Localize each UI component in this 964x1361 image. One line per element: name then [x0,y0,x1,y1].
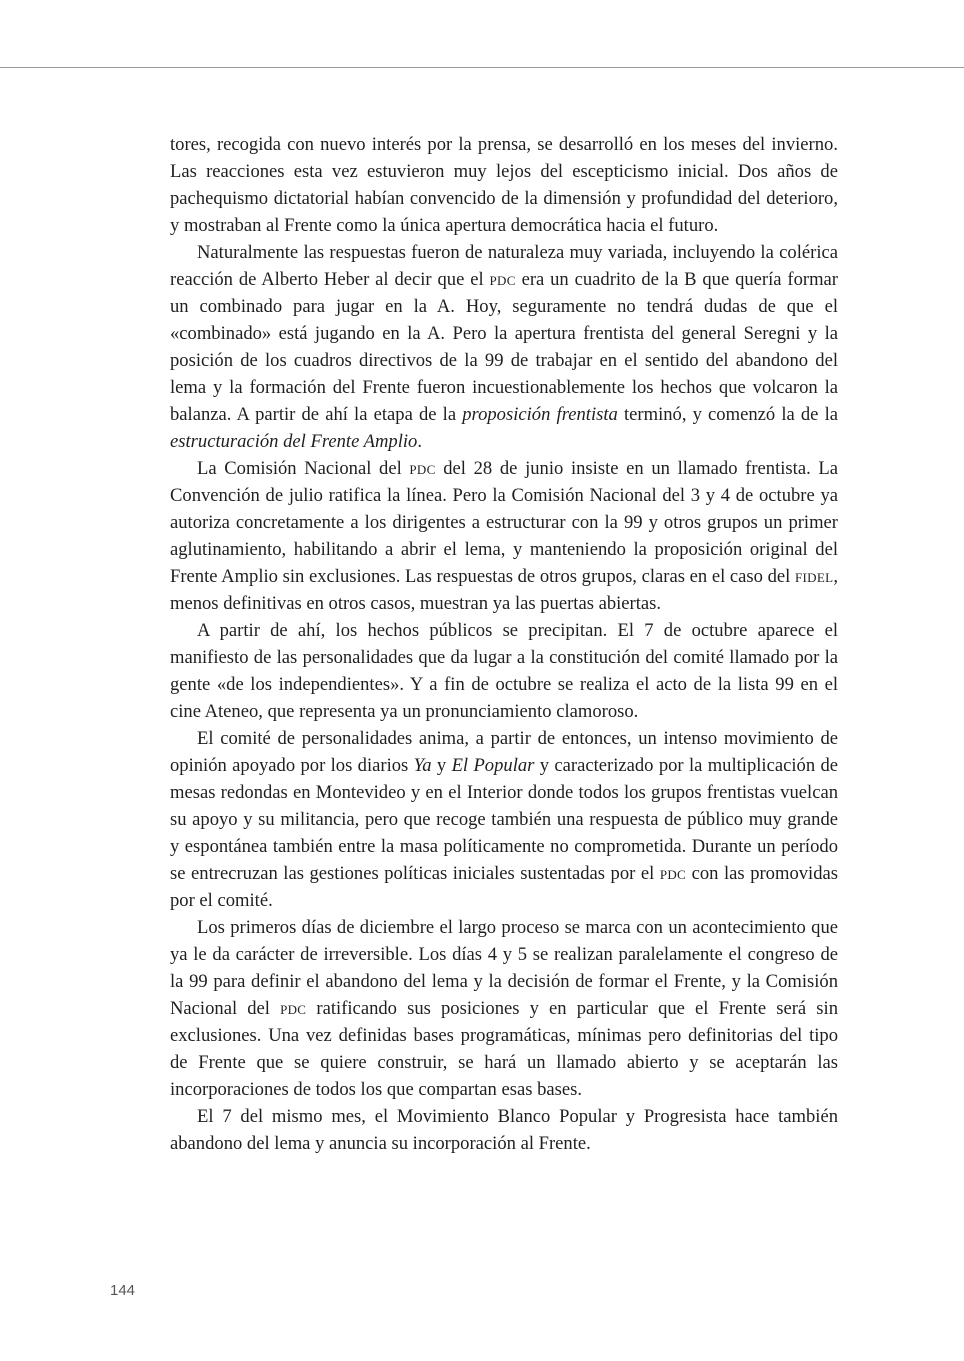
paragraph [170,725,838,914]
text-run: terminó, y comenzó la de la [617,404,838,425]
text-run: . [417,431,423,452]
text-run: La Comisión Nacional del [197,458,410,479]
page-number: 144 [110,1282,136,1299]
text-run: Los primeros días de diciembre el largo proceso se marca con un acontecimiento que ya le da carácter de irreversible. Los días 4 y 5 se realizan paralelamente el congreso de la 99 para definir el abandono del lema y la decisión de formar el Frente, y la Comisión Nacional del [170,917,838,1019]
text-run: y caracterizado por la multiplicación de mesas redondas en Montevideo y en el Interior donde todos los grupos frentistas vuelcan su apoyo y su militancia, pero que recoge también una respuesta de público muy grande y espontánea también entre la masa políticamente no comprometida. Durante un período se entrecruzan las gestiones políticas iniciales sustentadas por el [170,755,839,884]
paragraph [170,131,838,239]
text-run: y [431,755,452,776]
text-run: El 7 del mismo mes, el Movimiento Blanco Popular y Progresista hace también abandono del lema y anuncia su incorporación al Frente. [170,1106,838,1154]
paragraph [170,239,838,455]
paragraph [170,617,838,725]
body-text [170,131,838,1157]
italic-text: proposición frentista [462,404,618,425]
text-run: Naturalmente las respuestas fueron de naturaleza muy variada, incluyendo la colérica reacción de Alberto Heber al decir que el [170,242,838,290]
paragraph [170,1103,838,1157]
paragraph [170,455,838,617]
text-run: El comité de personalidades anima, a partir de entonces, un intenso movimiento de opinión apoyado por los diarios [170,728,838,776]
text-run: con las promovidas por el comité. [170,863,838,911]
paragraph [170,914,838,1103]
header-rule [0,67,964,68]
italic-text: El Popular [451,755,535,776]
acronym: pdc [489,269,516,290]
acronym: pdc [409,458,436,479]
text-run: ratificando sus posiciones y en particular que el Frente será sin exclusiones. Una vez definidas bases programáticas, mínimas pero definitorias del tipo de Frente que se quiere construir, se hará un llamado abierto y se aceptarán las incorporaciones de todos los que compartan esas bases. [170,998,838,1100]
acronym: fidel [795,566,834,587]
text-run: era un cuadrito de la B que quería formar un combinado para jugar en la A. Hoy, seguramente no tendrá dudas de que el «combinado» está jugando en la A. Pero la apertura frentista del general Seregni y la posición de los cuadros directivos de la 99 de trabajar en el sentido del abandono del lema y la formación del Frente fueron incuestionablemente los hechos que volcaron la balanza. A partir de ahí la etapa de la [170,269,838,425]
italic-text: estructuración del Frente Amplio [170,431,418,452]
acronym: pdc [280,998,307,1019]
acronym: pdc [659,863,687,884]
text-run: A partir de ahí, los hechos públicos se precipitan. El 7 de octubre aparece el manifiesto de las personalidades que da lugar a la constitución del comité llamado por la gente «de los independientes». Y a fin de octubre se realiza el acto de la lista 99 en el cine Ateneo, que representa ya un pronunciamiento clamoroso. [170,620,838,722]
text-run: tores, recogida con nuevo interés por la prensa, se desarrolló en los meses del invierno. Las reacciones esta vez estuvieron muy lejos del escepticismo inicial. Dos años de pachequismo dictatorial habían convencido de la dimensión y profundidad del deterioro, y mostraban al Frente como la única apertura democrática hacia el futuro. [170,134,838,236]
text-run: del 28 de junio insiste en un llamado frentista. La Convención de julio ratifica la línea. Pero la Comisión Nacional del 3 y 4 de octubre ya autoriza concretamente a los dirigentes a estructurar con la 99 y otros grupos un primer aglutinamiento, habilitando a abrir el lema, y manteniendo la proposición original del Frente Amplio sin exclusiones. Las respuestas de otros grupos, claras en el caso del [170,458,838,587]
text-run: , menos definitivas en otros casos, muestran ya las puertas abiertas. [170,566,838,614]
italic-text: Ya [413,755,432,776]
